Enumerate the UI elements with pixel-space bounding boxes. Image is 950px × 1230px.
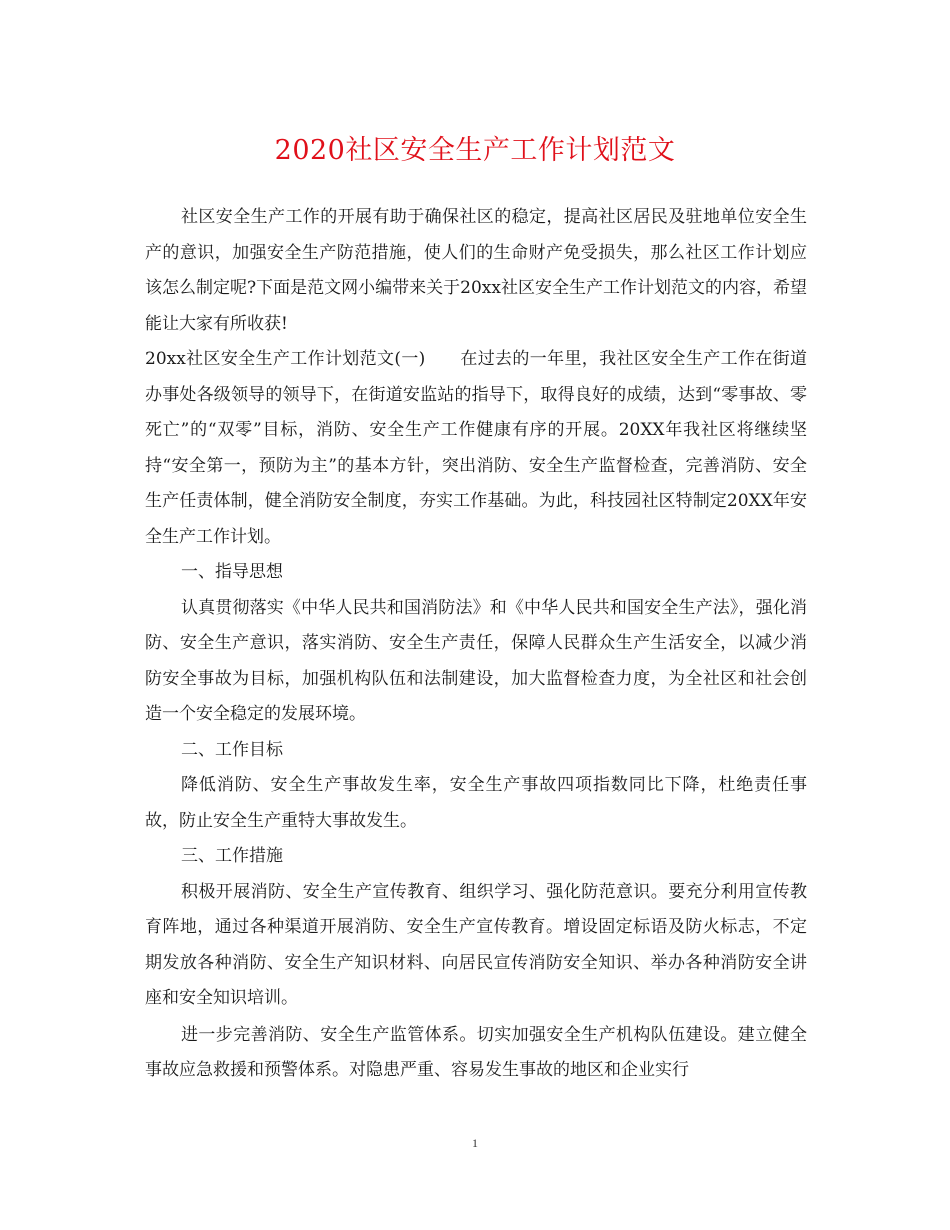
section-heading-guiding-ideology: 一、指导思想 xyxy=(181,562,283,582)
document-title: 2020社区安全生产工作计划范文 xyxy=(274,135,676,166)
work-measures-paragraph-1: 积极开展消防、安全生产宣传教育、组织学习、强化防范意识。要充分利用宣传教育阵地，通过各种渠道开展消防、安全生产宣传教育。增设固定标语及防火标志，不定期发放各种消防、安全生产知识材料、向居民宣传消防安全知识、举办各种消防安全讲座和安全知识培训。 xyxy=(145,881,807,1008)
section-heading-work-measures: 三、工作措施 xyxy=(181,846,283,866)
work-measures-paragraph-2: 进一步完善消防、安全生产监管体系。切实加强安全生产机构队伍建设。建立健全事故应急救援和预警体系。对隐患严重、容易发生事故的地区和企业实行 xyxy=(145,1024,807,1080)
guiding-ideology-paragraph: 认真贯彻落实《中华人民共和国消防法》和《中华人民共和国安全生产法》，强化消防、安全生产意识，落实消防、安全生产责任，保障人民群众生产生活安全，以减少消防安全事故为目标，加强机构队伍和法制建设，加大监督检查力度，为全社区和社会创造一个安全稳定的发展环境。 xyxy=(145,597,807,724)
work-goals-paragraph: 降低消防、安全生产事故发生率，安全生产事故四项指数同比下降，杜绝责任事故，防止安全生产重特大事故发生。 xyxy=(145,775,807,831)
intro-paragraph: 社区安全生产工作的开展有助于确保社区的稳定，提高社区居民及驻地单位安全生产的意识，加强安全生产防范措施，使人们的生命财产免受损失，那么社区工作计划应该怎么制定呢?下面是范文网小编带来关于20xx社区安全生产工作计划范文的内容，希望能让大家有所收获! xyxy=(145,207,807,334)
section-heading-work-goals: 二、工作目标 xyxy=(181,739,283,760)
sample-one-paragraph: 20xx社区安全生产工作计划范文(一) 在过去的一年里，我社区安全生产工作在街道办事处各级领导的领导下，在街道安监站的指导下，取得良好的成绩，达到“零事故、零死亡”的“双零”目标，消防、安全生产工作健康有序的开展。20XX年我社区将继续坚持“安全第一，预防为主”的基本方针，突出消防、安全生产监督检查，完善消防、安全生产任责体制，健全消防安全制度，夯实工作基础。为此，科技园社区特制定20XX年安全生产工作计划。 xyxy=(145,349,807,547)
document-body xyxy=(145,200,807,1089)
page-number: 1 xyxy=(472,1136,478,1150)
